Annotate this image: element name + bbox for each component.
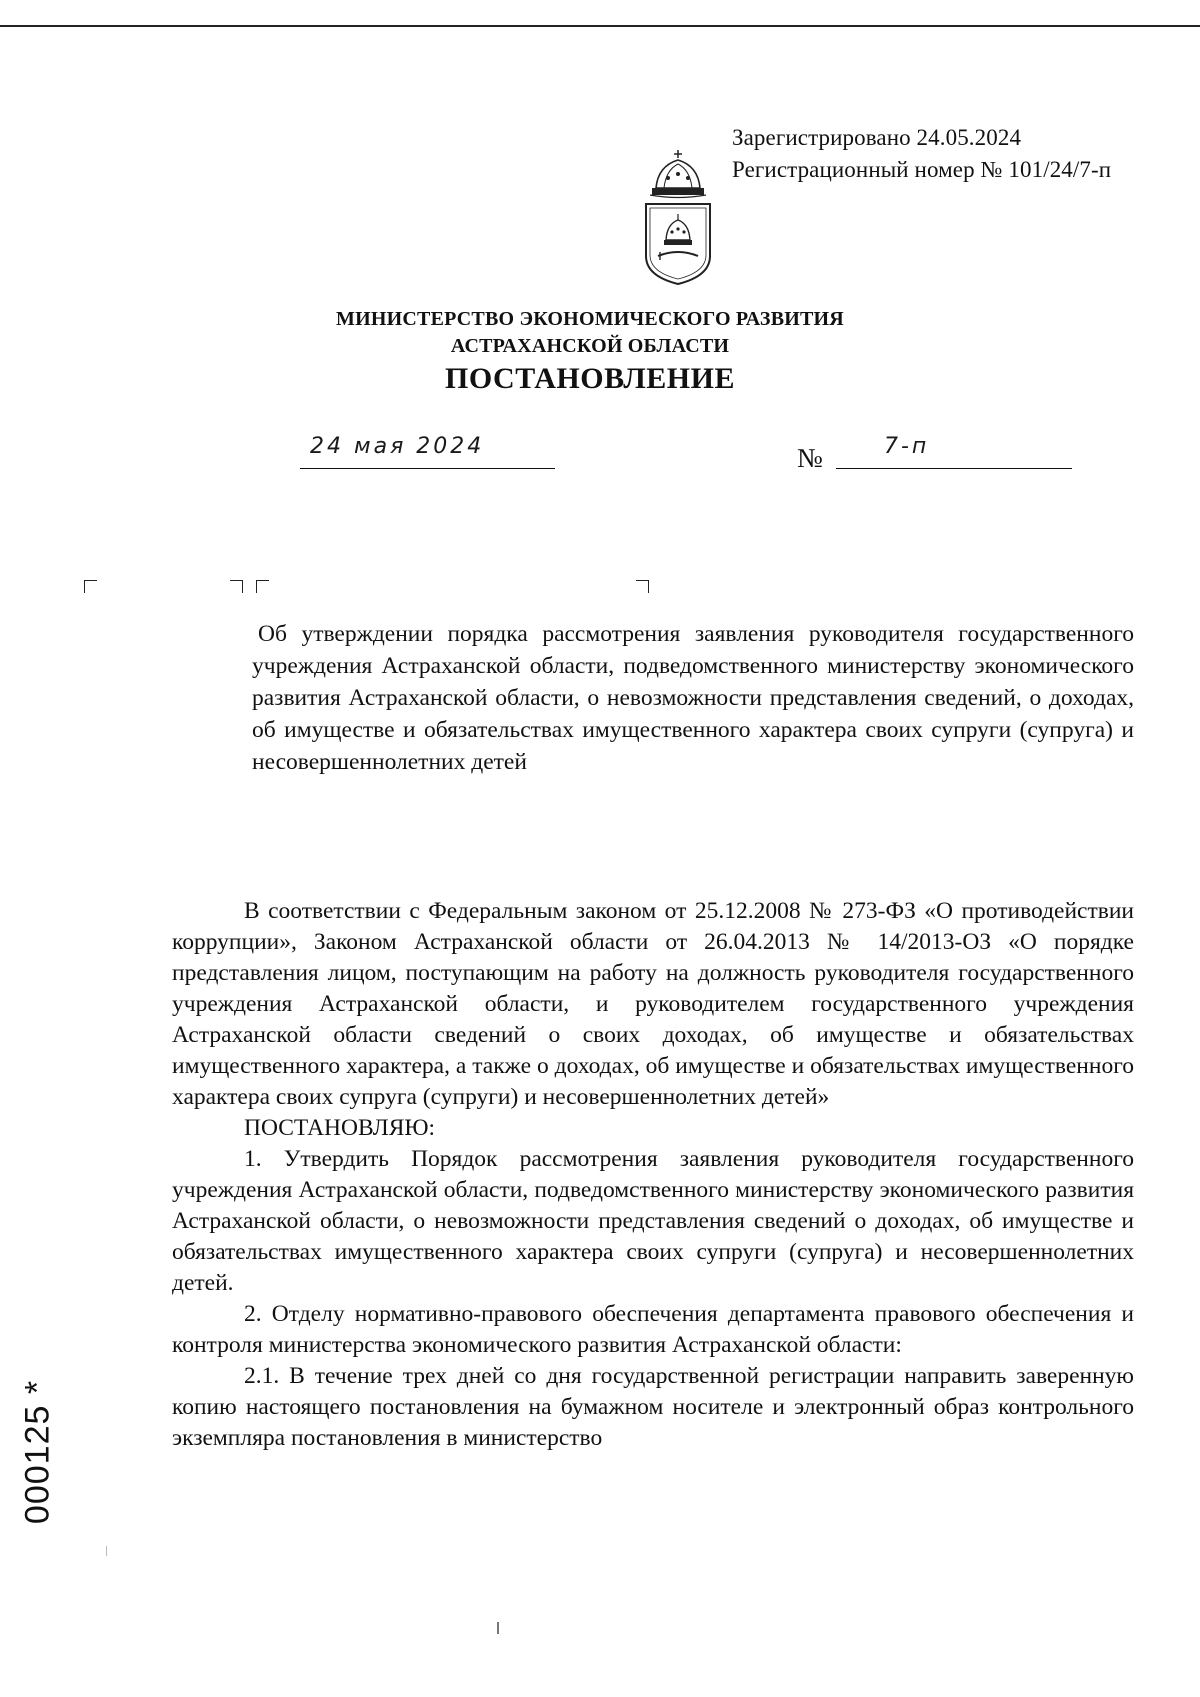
astrakhan-coat-of-arms-icon: [640, 148, 716, 286]
registration-note: [732, 122, 1111, 186]
document-type-heading: ПОСТАНОВЛЕНИЕ: [445, 362, 735, 395]
handwritten-date: 24 мая 2024: [310, 434, 485, 459]
corner-mark-title-left-close: [230, 580, 243, 593]
registration-number: Регистрационный номер № 101/24/7-п: [732, 157, 1112, 182]
date-field: [300, 434, 555, 469]
ministry-name-line2: АСТРАХАНСКОЙ ОБЛАСТИ: [450, 335, 730, 357]
ministry-name-line1: МИНИСТЕРСТВО ЭКОНОМИЧЕСКОГО РАЗВИТИЯ: [336, 308, 844, 330]
handwritten-number: 7-п: [884, 434, 930, 459]
scan-speck: [497, 1622, 499, 1634]
number-label: №: [797, 443, 823, 473]
side-serial-number: [14, 1372, 62, 1532]
preamble-paragraph: В соответствии с Федеральным законом от 25.12.2008 № 273-ФЗ «О противодействии коррупции», Законом Астраханской области от 26.04.2013 № 14/2013-ОЗ «О порядке представления лицом, поступающим на работу на должность руководителя государственного учреждения Астраханской области, и руководителем государственного учреждения Астраханской области сведений о своих доходах, об имуществе и обязательствах имущественного характера, а также о доходах, об имуществе и обязательствах имущественного характера своих супруга (супруги) и несовершеннолетних детей»: [172, 898, 1134, 1110]
decree-word: ПОСТАНОВЛЯЮ:: [244, 1115, 436, 1141]
side-serial-number-text: 000125 *: [18, 1379, 57, 1525]
document-title: Об утверждении порядка рассмотрения заявления руководителя государственного учреждения Астраханской области, подведомственного министерству экономического развития Астраханской области, о невозможности представления сведений, о доходах, об имуществе и обязательствах имущественного характера своих супруги (супруга) и несовершеннолетних детей: [252, 621, 1134, 775]
document-body: [172, 896, 1134, 1454]
corner-mark-title-open: [256, 580, 269, 593]
scan-speck-faint: [106, 1546, 107, 1556]
ministry-name: [300, 306, 880, 360]
number-field: [836, 434, 1072, 469]
item-2-paragraph: 2. Отделу нормативно-правового обеспечения департамента правового обеспечения и контроля министерства экономического развития Астраханской области:: [172, 1301, 1134, 1358]
registration-date: Зарегистрировано 24.05.2024: [732, 125, 1022, 150]
item-2-1-paragraph: 2.1. В течение трех дней со дня государственной регистрации направить заверенную копию настоящего постановления на бумажном носителе и электронный образ контрольного экземпляра постановления в министерство: [172, 1363, 1134, 1451]
top-scan-edge-line: [0, 25, 1200, 27]
corner-mark-left: [84, 580, 97, 593]
item-1-paragraph: 1. Утвердить Порядок рассмотрения заявления руководителя государственного учреждения Астраханской области, подведомственного министерству экономического развития Астраханской области, о невозможности представления сведений о доходах, об имуществе и обязательствах имущественного характера своих супруги (супруга) и несовершеннолетних детей.: [172, 1146, 1134, 1296]
corner-mark-title-right: [636, 580, 649, 593]
